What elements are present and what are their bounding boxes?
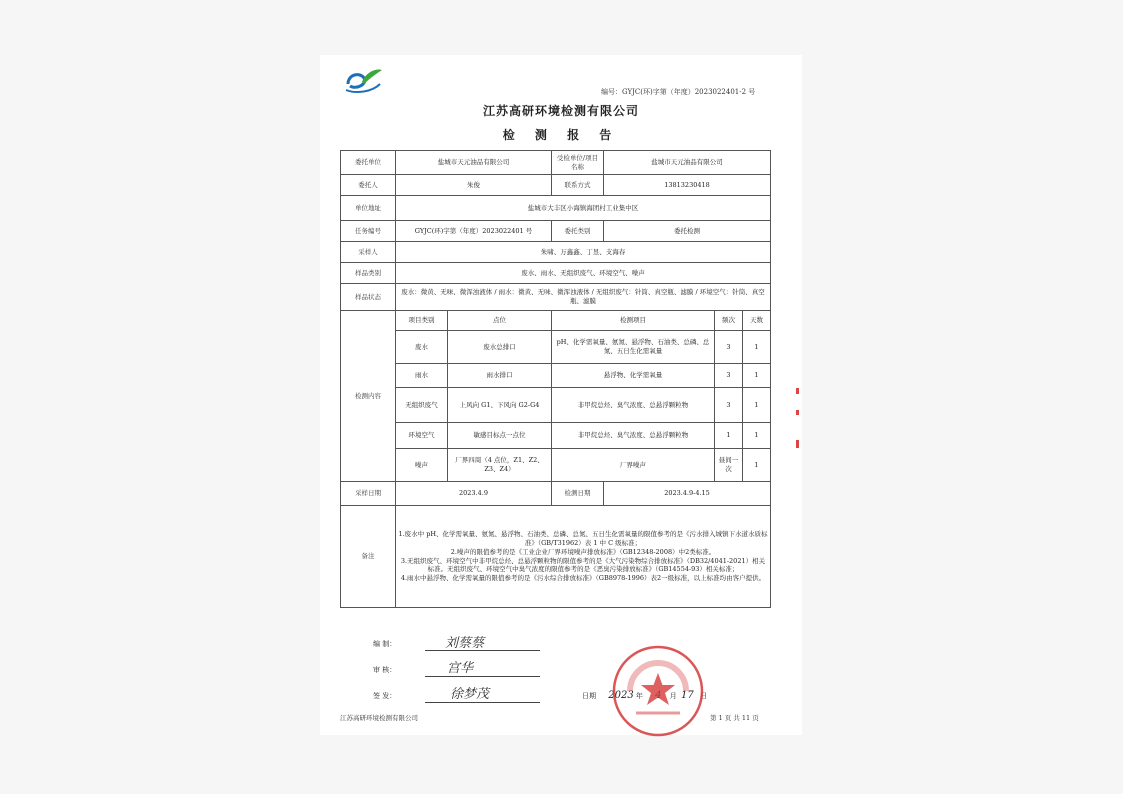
row-days: 1 — [743, 423, 771, 449]
table-row — [341, 242, 771, 263]
contact-label: 联系方式 — [552, 175, 604, 196]
compiled-signature: 刘蔡蔡 — [445, 636, 485, 651]
issued-signature: 徐梦茂 — [450, 687, 490, 702]
reviewed-line — [425, 675, 540, 677]
row-days: 1 — [743, 364, 771, 388]
sample-state-label: 样品状态 — [341, 284, 396, 311]
note-line: 2.噪声的限值参考的是《工业企业厂界环境噪声排放标准》（GB12348-2008）中2类标准。 — [450, 547, 716, 556]
row-items: pH、化学需氧量、氨氮、悬浮物、石油类、总磷、总氮、五日生化需氧量 — [552, 331, 715, 364]
table-row — [341, 151, 771, 175]
sample-type-label: 样品类别 — [341, 263, 396, 284]
page-indicator: 第 1 页 共 11 页 — [710, 714, 759, 722]
column-header: 频次 — [715, 311, 743, 331]
edge-mark — [796, 410, 799, 415]
reviewed-signature: 宫华 — [447, 661, 474, 676]
row-point: 上风向 G1、下风向 G2-G4 — [448, 388, 552, 423]
column-header: 点位 — [448, 311, 552, 331]
note-line: 4.雨水中悬浮物、化学需氧量的限值参考的是《污水综合排放标准》（GB8978-1996）表2一级标准，以上标准均由客户提供。 — [400, 574, 766, 583]
table-row — [341, 506, 771, 608]
compiled-label: 编 制： — [373, 640, 397, 648]
row-items: 非甲烷总烃、臭气浓度、总悬浮颗粒物 — [552, 423, 715, 449]
date-label: 日期 — [582, 692, 596, 700]
table-row — [341, 263, 771, 284]
document-number: 编号：GYJC(环)字第（年度）2023022401-2 号 — [601, 88, 756, 96]
row-frequency: 3 — [715, 388, 743, 423]
notes-label: 备注 — [341, 506, 396, 608]
day-char: 日 — [699, 692, 707, 700]
row-category: 环境空气 — [396, 423, 448, 449]
row-point: 敏感目标点一点位 — [448, 423, 552, 449]
notes-content — [396, 506, 771, 608]
column-header: 检测项目 — [552, 311, 715, 331]
address-label: 单位地址 — [341, 196, 396, 221]
footer-company: 江苏高研环境检测有限公司 — [340, 714, 418, 722]
address-value: 盐城市大丰区小海镇海团村工业集中区 — [396, 196, 771, 221]
table-row — [341, 482, 771, 506]
delegate-label: 委托人 — [341, 175, 396, 196]
sample-type-value: 废水、雨水、无组织废气、环境空气、噪声 — [396, 263, 771, 284]
company-name: 江苏高研环境检测有限公司 — [482, 104, 639, 118]
row-point: 厂界四周（4 点位，Z1、Z2、Z3、Z4） — [448, 449, 552, 482]
table-row — [341, 175, 771, 196]
row-category: 无组织废气 — [396, 388, 448, 423]
task-label: 任务编号 — [341, 221, 396, 242]
table-row — [341, 311, 771, 331]
table-row — [341, 331, 771, 364]
month-char: 月 — [669, 692, 677, 700]
task-value: GYJC(环)字第（年度）2023022401 号 — [396, 221, 552, 242]
sampler-label: 采样人 — [341, 242, 396, 263]
year-char: 年 — [635, 692, 643, 700]
row-category: 噪声 — [396, 449, 448, 482]
row-days: 1 — [743, 331, 771, 364]
date-year: 2023 — [608, 690, 634, 701]
company-logo-icon — [342, 64, 384, 94]
inspected-label: 受检单位/项目名称 — [552, 151, 604, 175]
row-frequency: 3 — [715, 364, 743, 388]
testing-date-value: 2023.4.9-4.15 — [604, 482, 771, 506]
table-row — [341, 221, 771, 242]
row-category: 废水 — [396, 331, 448, 364]
table-row — [341, 364, 771, 388]
date-day: 17 — [681, 690, 694, 701]
row-items: 非甲烷总烃、臭气浓度、总悬浮颗粒物 — [552, 388, 715, 423]
row-frequency: 1 — [715, 423, 743, 449]
sample-state-value: 废水：微黄、无味、微浑浊液体 / 雨水：微黄、无味、微浑浊液体 / 无组织废气：针筒、真空瓶、滤膜 / 环境空气：针筒、真空瓶、滤膜 — [396, 284, 771, 311]
category-label: 委托类别 — [552, 221, 604, 242]
client-value: 盐城市天元油品有限公司 — [396, 151, 552, 175]
reviewed-label: 审 核： — [373, 666, 397, 674]
note-line: 3.无组织废气、环境空气中非甲烷总烃、总悬浮颗粒物的限值参考的是《大气污染物综合排放标准》（DB32/4041-2021）相关标准。无组织废气、环境空气中臭气浓度的限值参考的是《恶臭污染排放标准》（GB14554-93）相关标准； — [400, 556, 766, 574]
client-label: 委托单位 — [341, 151, 396, 175]
table-row — [341, 423, 771, 449]
issued-label: 签 发： — [373, 692, 397, 700]
table-row — [341, 388, 771, 423]
table-row — [341, 449, 771, 482]
row-category: 雨水 — [396, 364, 448, 388]
sampler-value: 朱啸、万鑫鑫、丁昱、支海春 — [396, 242, 771, 263]
detection-label: 检测内容 — [341, 311, 396, 482]
row-frequency: 3 — [715, 331, 743, 364]
row-items: 厂界噪声 — [552, 449, 715, 482]
row-days: 1 — [743, 388, 771, 423]
sampling-date-label: 采样日期 — [341, 482, 396, 506]
edge-mark — [796, 388, 799, 394]
column-header: 天数 — [743, 311, 771, 331]
row-frequency: 昼间一次 — [715, 449, 743, 482]
table-row — [341, 284, 771, 311]
table-row — [341, 196, 771, 221]
row-point: 雨水排口 — [448, 364, 552, 388]
column-header: 项目类别 — [396, 311, 448, 331]
row-point: 废水总排口 — [448, 331, 552, 364]
inspected-value: 盐城市天元油品有限公司 — [604, 151, 771, 175]
report-table — [340, 150, 771, 608]
edge-mark — [796, 440, 799, 448]
official-stamp-icon — [610, 643, 706, 739]
contact-value: 13813230418 — [604, 175, 771, 196]
report-title: 检 测 报 告 — [502, 128, 620, 142]
testing-date-label: 检测日期 — [552, 482, 604, 506]
delegate-value: 朱俊 — [396, 175, 552, 196]
row-days: 1 — [743, 449, 771, 482]
row-items: 悬浮物、化学需氧量 — [552, 364, 715, 388]
category-value: 委托检测 — [604, 221, 771, 242]
note-line: 1.废水中 pH、化学需氧量、氨氮、悬浮物、石油类、总磷、总氮、五日生化需氧量的限值参考的是《污水排入城镇下水道水质标准》（GB/T31962）表 1 中 C 级标准； — [398, 530, 768, 547]
sampling-date-value: 2023.4.9 — [396, 482, 552, 506]
